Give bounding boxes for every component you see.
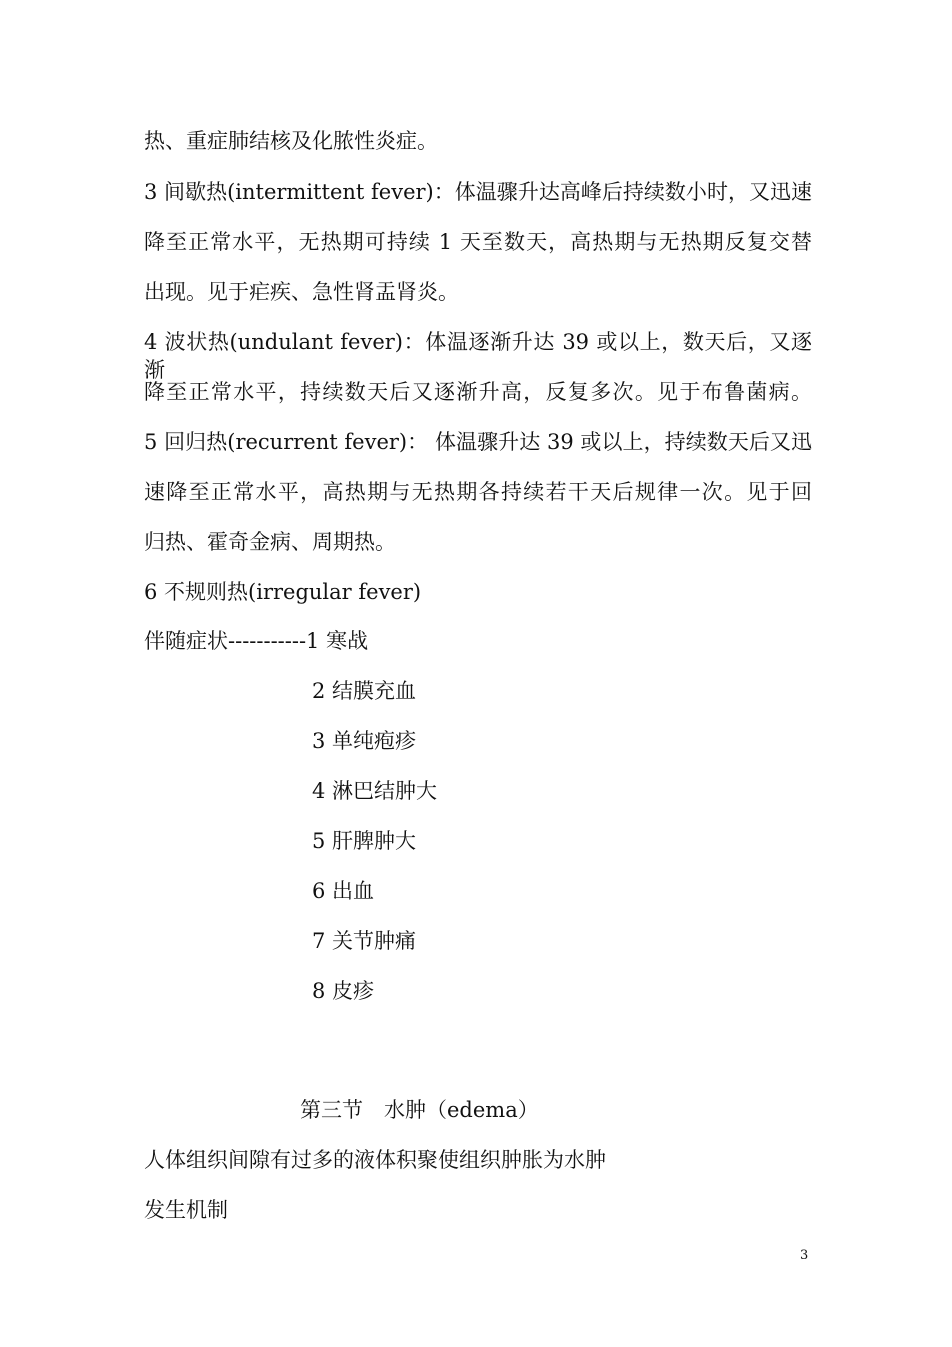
text-line: 速降至正常水平，高热期与无热期各持续若干天后规律一次。见于回	[144, 480, 812, 504]
text-line: 出现。见于疟疾、急性肾盂肾炎。	[144, 280, 459, 304]
symptom-item: 6 出血	[312, 879, 375, 903]
text-line: 4 波状热(undulant fever)：体温逐渐升达 39 或以上，数天后，又逐渐	[144, 330, 812, 382]
symptom-item: 3 单纯疱疹	[312, 729, 417, 753]
symptom-item: 7 关节肿痛	[312, 929, 417, 953]
definition-text: 人体组织间隙有过多的液体积聚使组织肿胀为水肿	[144, 1148, 606, 1172]
symptom-item: 4 淋巴结肿大	[312, 779, 438, 803]
section-heading: 第三节 水肿（edema）	[300, 1098, 539, 1122]
text-line: 3 间歇热(intermittent fever)：体温骤升达高峰后持续数小时，又迅速	[144, 180, 812, 204]
text-line: 热、重症肺结核及化脓性炎症。	[144, 129, 438, 153]
symptom-item: 2 结膜充血	[312, 679, 417, 703]
text-line: 归热、霍奇金病、周期热。	[144, 530, 396, 554]
text-line: 6 不规则热(irregular fever)	[144, 580, 422, 604]
text-line: 5 回归热(recurrent fever)： 体温骤升达 39 或以上，持续数天后又迅	[144, 430, 812, 454]
page-number: 3	[800, 1248, 809, 1263]
text-line: 降至正常水平，持续数天后又逐渐升高，反复多次。见于布鲁菌病。	[144, 380, 812, 404]
symptom-item: 5 肝脾肿大	[312, 829, 417, 853]
text-line: 降至正常水平，无热期可持续 1 天至数天，高热期与无热期反复交替	[144, 230, 812, 254]
mechanism-label: 发生机制	[144, 1198, 228, 1222]
text-line: 伴随症状-----------1 寒战	[144, 629, 369, 653]
symptom-item: 8 皮疹	[312, 979, 375, 1003]
